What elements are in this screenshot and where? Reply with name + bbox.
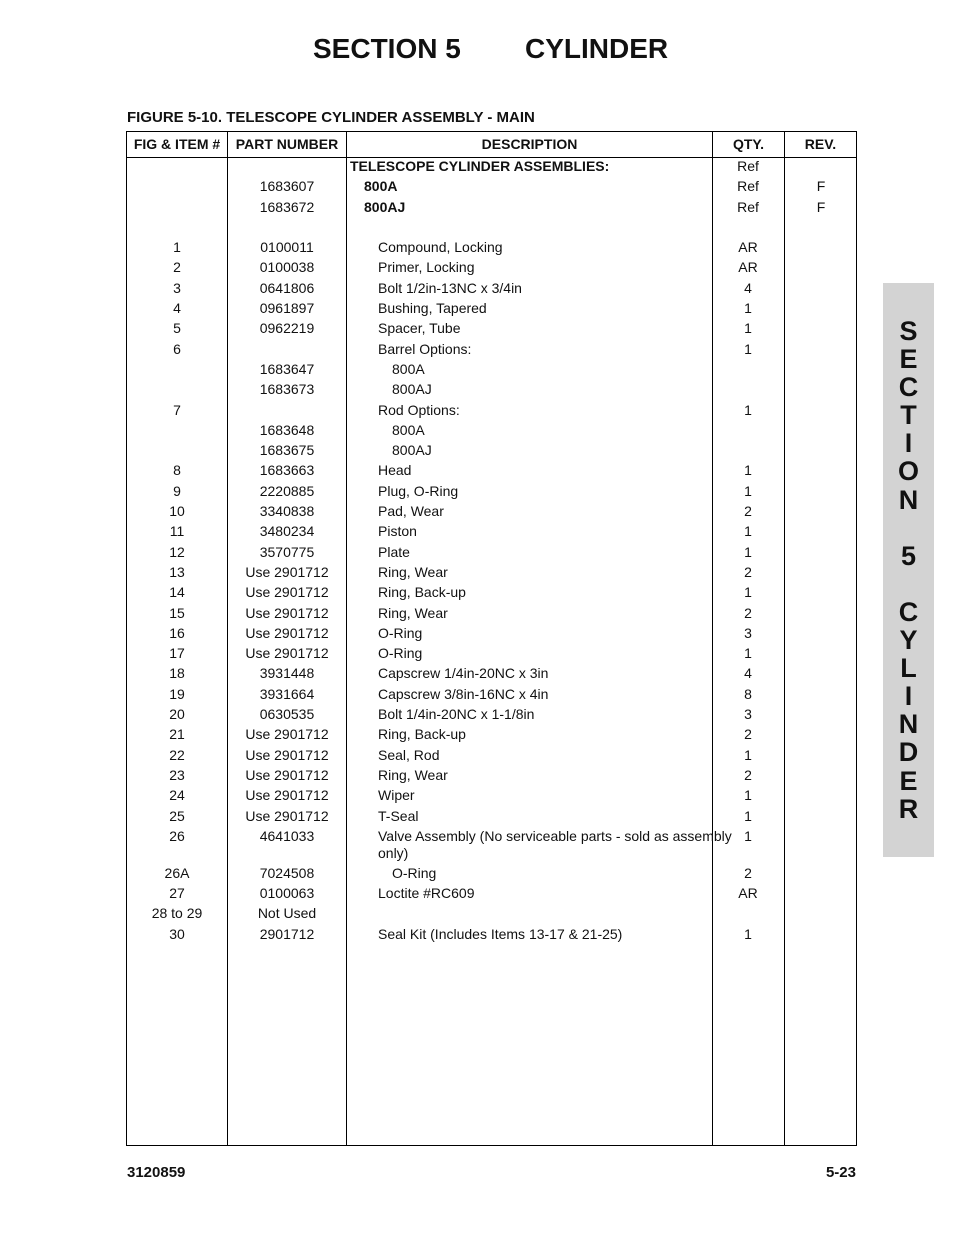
description-cell: T-Seal <box>378 807 419 824</box>
table-row <box>0 684 954 704</box>
fig-cell: 25 <box>169 807 185 824</box>
description-cell: O-Ring <box>378 645 423 662</box>
fig-cell: 11 <box>169 523 185 540</box>
description-cell: Bolt 1/4in-20NC x 1-1/8in <box>378 706 535 723</box>
fig-cell: 2 <box>173 259 181 276</box>
fig-cell: 3 <box>173 279 181 296</box>
qty-cell: 1 <box>744 925 752 942</box>
side-tab-letter: R <box>898 793 919 824</box>
section-label: SECTION 5 <box>313 33 461 64</box>
side-tab-letter: I <box>904 428 913 459</box>
fig-cell: 6 <box>173 340 181 357</box>
qty-cell: 1 <box>744 645 752 662</box>
description-cell: Plate <box>378 543 410 560</box>
fig-cell: 23 <box>169 766 185 783</box>
fig-cell: 17 <box>169 645 185 662</box>
part-number-cell: 4641033 <box>259 827 315 844</box>
part-number-cell: 1683675 <box>259 442 315 459</box>
table-row <box>0 826 954 863</box>
description-cell: Rod Options: <box>378 401 460 418</box>
qty-cell: 4 <box>744 665 752 682</box>
part-number-cell: Use 2901712 <box>245 787 329 804</box>
side-tab-letter: 5 <box>900 540 917 571</box>
qty-cell: Ref <box>737 178 759 195</box>
side-tab-letter: N <box>898 484 919 515</box>
part-number-cell: 0100038 <box>259 259 315 276</box>
rev-cell: F <box>816 178 826 195</box>
fig-cell: 24 <box>169 787 185 804</box>
part-number-cell: 2901712 <box>259 925 315 942</box>
description-cell: Capscrew 1/4in-20NC x 3in <box>378 665 549 682</box>
fig-cell: 7 <box>173 401 181 418</box>
fig-cell: 14 <box>169 584 185 601</box>
side-tab-letter: E <box>899 344 918 375</box>
doc-number: 3120859 <box>127 1164 186 1181</box>
table-row <box>0 420 954 440</box>
table-row <box>0 562 954 582</box>
part-number-cell: Use 2901712 <box>245 645 329 662</box>
part-number-cell: Use 2901712 <box>245 624 329 641</box>
description-cell: TELESCOPE CYLINDER ASSEMBLIES: <box>350 158 610 174</box>
fig-cell: 30 <box>169 925 185 942</box>
fig-cell: 27 <box>169 885 185 902</box>
rev-cell: F <box>816 198 826 215</box>
col-header-desc: DESCRIPTION <box>481 136 578 152</box>
description-cell: Piston <box>378 523 417 540</box>
table-body <box>0 156 954 944</box>
table-row <box>0 542 954 562</box>
description-cell: 800AJ <box>364 198 406 215</box>
description-cell: 800AJ <box>392 381 432 398</box>
table-row <box>0 582 954 602</box>
part-number-cell: 1683663 <box>259 462 315 479</box>
table-row <box>0 521 954 541</box>
qty-cell: 2 <box>744 766 752 783</box>
part-number-cell: 1683607 <box>259 178 315 195</box>
qty-cell: 1 <box>744 543 752 560</box>
description-cell: 800AJ <box>392 442 432 459</box>
description-cell: Ring, Back-up <box>378 726 466 743</box>
table-row <box>0 156 954 176</box>
qty-cell: 1 <box>744 807 752 824</box>
description-cell: Loctite #RC609 <box>378 885 475 902</box>
qty-cell: 1 <box>744 746 752 763</box>
side-tab-letter: C <box>898 596 919 627</box>
description-cell: O-Ring <box>378 624 423 641</box>
table-row <box>0 785 954 805</box>
col-header-rev: REV. <box>804 136 837 152</box>
part-number-cell: 2220885 <box>259 482 315 499</box>
fig-cell: 18 <box>169 665 185 682</box>
section-name: CYLINDER <box>525 33 669 64</box>
page-number: 5-23 <box>825 1164 856 1181</box>
description-cell: Bushing, Tapered <box>378 300 487 317</box>
fig-cell: 20 <box>169 706 185 723</box>
col-header-qty: QTY. <box>732 136 765 152</box>
part-number-cell: 1683673 <box>259 381 315 398</box>
part-number-cell: Use 2901712 <box>245 807 329 824</box>
qty-cell: Ref <box>737 158 759 174</box>
table-row <box>0 481 954 501</box>
table-row <box>0 765 954 785</box>
description-cell: Seal, Rod <box>378 746 440 763</box>
part-number-cell: Use 2901712 <box>245 766 329 783</box>
fig-cell: 1 <box>173 239 181 256</box>
description-cell: Ring, Back-up <box>378 584 466 601</box>
table-row <box>0 643 954 663</box>
side-tab-letter: N <box>898 709 919 740</box>
part-number-cell: 0961897 <box>259 300 315 317</box>
table-row <box>0 806 954 826</box>
table-row <box>0 176 954 196</box>
qty-cell: 1 <box>744 340 752 357</box>
table-row <box>0 501 954 521</box>
qty-cell: 2 <box>744 604 752 621</box>
table-row <box>0 745 954 765</box>
qty-cell: 1 <box>744 482 752 499</box>
qty-cell: AR <box>738 885 758 902</box>
fig-cell: 4 <box>173 300 181 317</box>
qty-cell: 1 <box>744 401 752 418</box>
fig-cell: 12 <box>169 543 185 560</box>
table-row <box>0 379 954 399</box>
part-number-cell: 3340838 <box>259 503 315 520</box>
qty-cell: 1 <box>744 827 752 844</box>
table-row <box>0 460 954 480</box>
qty-cell: AR <box>738 259 758 276</box>
fig-cell: 9 <box>173 482 181 499</box>
fig-cell: 15 <box>169 604 185 621</box>
fig-cell: 13 <box>169 563 185 580</box>
description-cell: Pad, Wear <box>378 503 444 520</box>
side-tab-letter <box>883 570 934 598</box>
fig-cell: 26 <box>169 827 185 844</box>
description-cell: Primer, Locking <box>378 259 475 276</box>
part-number-cell: 1683672 <box>259 198 315 215</box>
part-number-cell: 0100011 <box>260 239 314 256</box>
part-number-cell: Use 2901712 <box>245 726 329 743</box>
qty-cell: 2 <box>744 726 752 743</box>
table-row <box>0 903 954 923</box>
part-number-cell: Use 2901712 <box>245 604 329 621</box>
table-row <box>0 257 954 277</box>
table-row <box>0 724 954 744</box>
description-cell: Bolt 1/2in-13NC x 3/4in <box>378 279 522 296</box>
part-number-cell: 1683648 <box>259 421 315 438</box>
description-cell: Head <box>378 462 412 479</box>
qty-cell: 1 <box>744 787 752 804</box>
section-side-tab <box>883 283 934 857</box>
side-tab-letter: O <box>897 456 919 487</box>
qty-cell: 3 <box>744 624 752 641</box>
description-cell: Plug, O-Ring <box>378 482 459 499</box>
description-cell: Compound, Locking <box>378 239 503 256</box>
description-cell: Ring, Wear <box>378 563 448 580</box>
side-tab-letter: Y <box>899 625 918 656</box>
part-number-cell: 0962219 <box>259 320 315 337</box>
fig-cell: 16 <box>169 624 185 641</box>
fig-cell: 28 to 29 <box>151 905 203 922</box>
part-number-cell: Use 2901712 <box>245 584 329 601</box>
qty-cell: 8 <box>744 685 752 702</box>
part-number-cell: 0100063 <box>259 885 315 902</box>
table-row <box>0 863 954 883</box>
part-number-cell: Use 2901712 <box>245 563 329 580</box>
fig-cell: 19 <box>169 685 185 702</box>
col-header-part: PART NUMBER <box>235 136 339 152</box>
part-number-cell: 0641806 <box>259 279 315 296</box>
qty-cell: 4 <box>744 279 752 296</box>
part-number-cell: 1683647 <box>259 360 315 377</box>
qty-cell: 3 <box>744 706 752 723</box>
side-tab-letter: I <box>904 681 913 712</box>
table-row <box>0 278 954 298</box>
description-cell: 800A <box>364 178 398 195</box>
description-cell: Valve Assembly (No serviceable parts - sold as assembly only) <box>378 827 732 861</box>
description-cell: 800A <box>392 360 425 377</box>
side-tab-text <box>883 317 934 823</box>
table-row <box>0 883 954 903</box>
part-number-cell: 0630535 <box>259 706 315 723</box>
table-row <box>0 704 954 724</box>
fig-cell: 10 <box>169 503 185 520</box>
side-tab-letter: S <box>899 316 918 346</box>
qty-cell: 1 <box>744 462 752 479</box>
side-tab-letter: C <box>898 372 919 403</box>
table-row <box>0 400 954 420</box>
description-cell: Ring, Wear <box>378 604 448 621</box>
qty-cell: 1 <box>744 523 752 540</box>
table-row <box>0 359 954 379</box>
description-cell: 800A <box>392 421 425 438</box>
part-number-cell: 7024508 <box>259 864 315 881</box>
description-cell: Seal Kit (Includes Items 13-17 & 21-25) <box>378 925 623 942</box>
fig-cell: 21 <box>169 726 185 743</box>
table-row <box>0 663 954 683</box>
table-row <box>0 623 954 643</box>
side-tab-letter: D <box>898 737 919 768</box>
fig-cell: 22 <box>169 746 185 763</box>
table-row <box>0 339 954 359</box>
side-tab-letter: E <box>899 765 918 796</box>
part-number-cell: Use 2901712 <box>245 746 329 763</box>
table-row <box>0 197 954 217</box>
part-number-cell: 3931448 <box>259 665 315 682</box>
qty-cell: 2 <box>744 864 752 881</box>
table-row <box>0 237 954 257</box>
part-number-cell: Not Used <box>257 905 317 922</box>
description-cell: Capscrew 3/8in-16NC x 4in <box>378 685 549 702</box>
qty-cell: 1 <box>744 320 752 337</box>
table-row <box>0 440 954 460</box>
qty-cell: 1 <box>744 584 752 601</box>
figure-title: FIGURE 5-10. TELESCOPE CYLINDER ASSEMBLY - MAIN <box>127 109 535 126</box>
side-tab-letter: T <box>900 400 917 431</box>
table-row <box>0 924 954 944</box>
part-number-cell: 3480234 <box>259 523 315 540</box>
side-tab-letter: L <box>900 653 917 684</box>
description-cell: Ring, Wear <box>378 766 448 783</box>
col-header-fig: FIG & ITEM # <box>133 136 221 152</box>
table-row <box>0 603 954 623</box>
page-title <box>0 33 954 69</box>
description-cell: Barrel Options: <box>378 340 472 357</box>
fig-cell: 26A <box>164 864 190 881</box>
table-row <box>0 217 954 237</box>
qty-cell: 2 <box>744 503 752 520</box>
description-cell: O-Ring <box>392 864 437 881</box>
qty-cell: AR <box>738 239 758 256</box>
description-cell: Wiper <box>378 787 415 804</box>
part-number-cell: 3931664 <box>259 685 315 702</box>
table-row <box>0 318 954 338</box>
qty-cell: Ref <box>737 198 759 215</box>
side-tab-letter <box>883 514 934 542</box>
table-row <box>0 298 954 318</box>
qty-cell: 1 <box>744 300 752 317</box>
part-number-cell: 3570775 <box>259 543 315 560</box>
description-cell: Spacer, Tube <box>378 320 461 337</box>
fig-cell: 8 <box>173 462 181 479</box>
fig-cell: 5 <box>173 320 181 337</box>
qty-cell: 2 <box>744 563 752 580</box>
